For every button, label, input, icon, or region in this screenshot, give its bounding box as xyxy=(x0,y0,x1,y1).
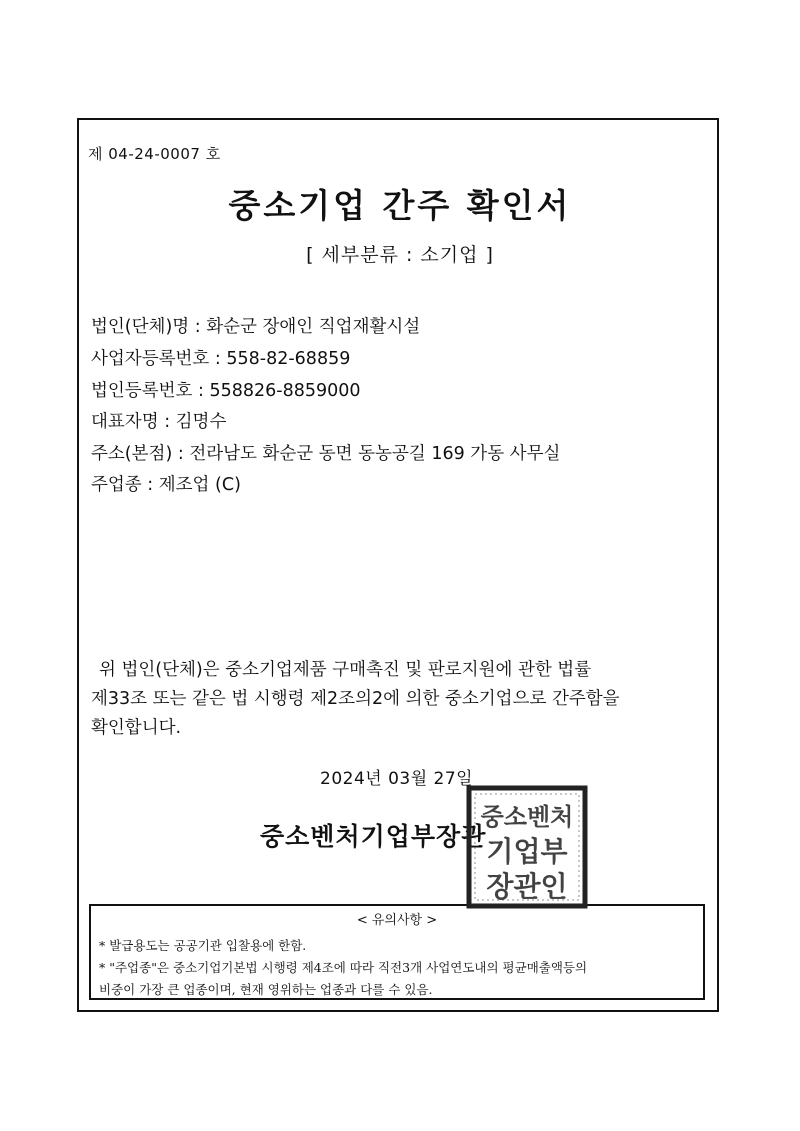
seal-text-line: 장관인 xyxy=(486,870,568,903)
issue-date: 2024년 03월 27일 xyxy=(320,769,474,789)
statement-line: 제33조 또는 같은 법 시행령 제2조의2에 의한 중소기업으로 간주함을 xyxy=(91,689,620,709)
statement-line: 위 법인(단체)은 중소기업제품 구매촉진 및 판로지원에 관한 법률 xyxy=(99,660,592,680)
field-label: 대표자명 xyxy=(91,412,159,432)
field-value: 558-82-68859 xyxy=(226,349,351,369)
field-main-industry: 주업종 : 제조업 (C) xyxy=(91,475,241,495)
field-address: 주소(본점) : 전라남도 화순군 동면 동농공길 169 가동 사무실 xyxy=(91,444,561,464)
field-label: 주소(본점) xyxy=(91,444,173,464)
seal-text-line: 기업부 xyxy=(486,835,568,868)
field-label: 법인(단체)명 xyxy=(91,317,190,337)
note-item: 비중이 가장 큰 업종이며, 현재 영위하는 업종과 다를 수 있음. xyxy=(99,982,433,997)
confirmation-statement xyxy=(91,656,703,743)
note-item: * 발급용도는 공공기관 입찰용에 한함. xyxy=(99,938,307,953)
field-label: 사업자등록번호 xyxy=(91,349,210,369)
seal-text-line: 중소벤처 xyxy=(480,802,574,831)
document-number: 제 04-24-0007 호 xyxy=(88,145,221,163)
notes-title: < 유의사항 > xyxy=(356,913,438,928)
subtitle-classification: [ 세부분류 : 소기업 ] xyxy=(306,244,494,266)
field-value: 558826-8859000 xyxy=(209,381,361,401)
field-value: 김명수 xyxy=(175,412,227,432)
official-seal xyxy=(466,785,588,909)
issuer-name: 중소벤처기업부장관 xyxy=(260,822,487,851)
field-company-name: 법인(단체)명 : 화순군 장애인 직업재활시설 xyxy=(91,317,421,337)
field-label: 주업종 xyxy=(91,475,142,495)
note-item: * "주업종"은 중소기업기본법 시행령 제4조에 따라 직전3개 사업연도내의 평균매출액등의 xyxy=(99,960,588,975)
notes-box xyxy=(89,904,705,1000)
statement-line: 확인합니다. xyxy=(91,718,182,738)
field-value: 전라남도 화순군 동면 동농공길 169 가동 사무실 xyxy=(189,444,561,464)
field-value: 제조업 (C) xyxy=(158,475,241,495)
field-label: 법인등록번호 xyxy=(91,381,193,401)
field-business-reg-no: 사업자등록번호 : 558-82-68859 xyxy=(91,349,351,369)
field-representative: 대표자명 : 김명수 xyxy=(91,412,227,432)
field-value: 화순군 장애인 직업재활시설 xyxy=(206,317,421,337)
field-corporate-reg-no: 법인등록번호 : 558826-8859000 xyxy=(91,381,361,401)
page-title: 중소기업 간주 확인서 xyxy=(228,186,572,225)
